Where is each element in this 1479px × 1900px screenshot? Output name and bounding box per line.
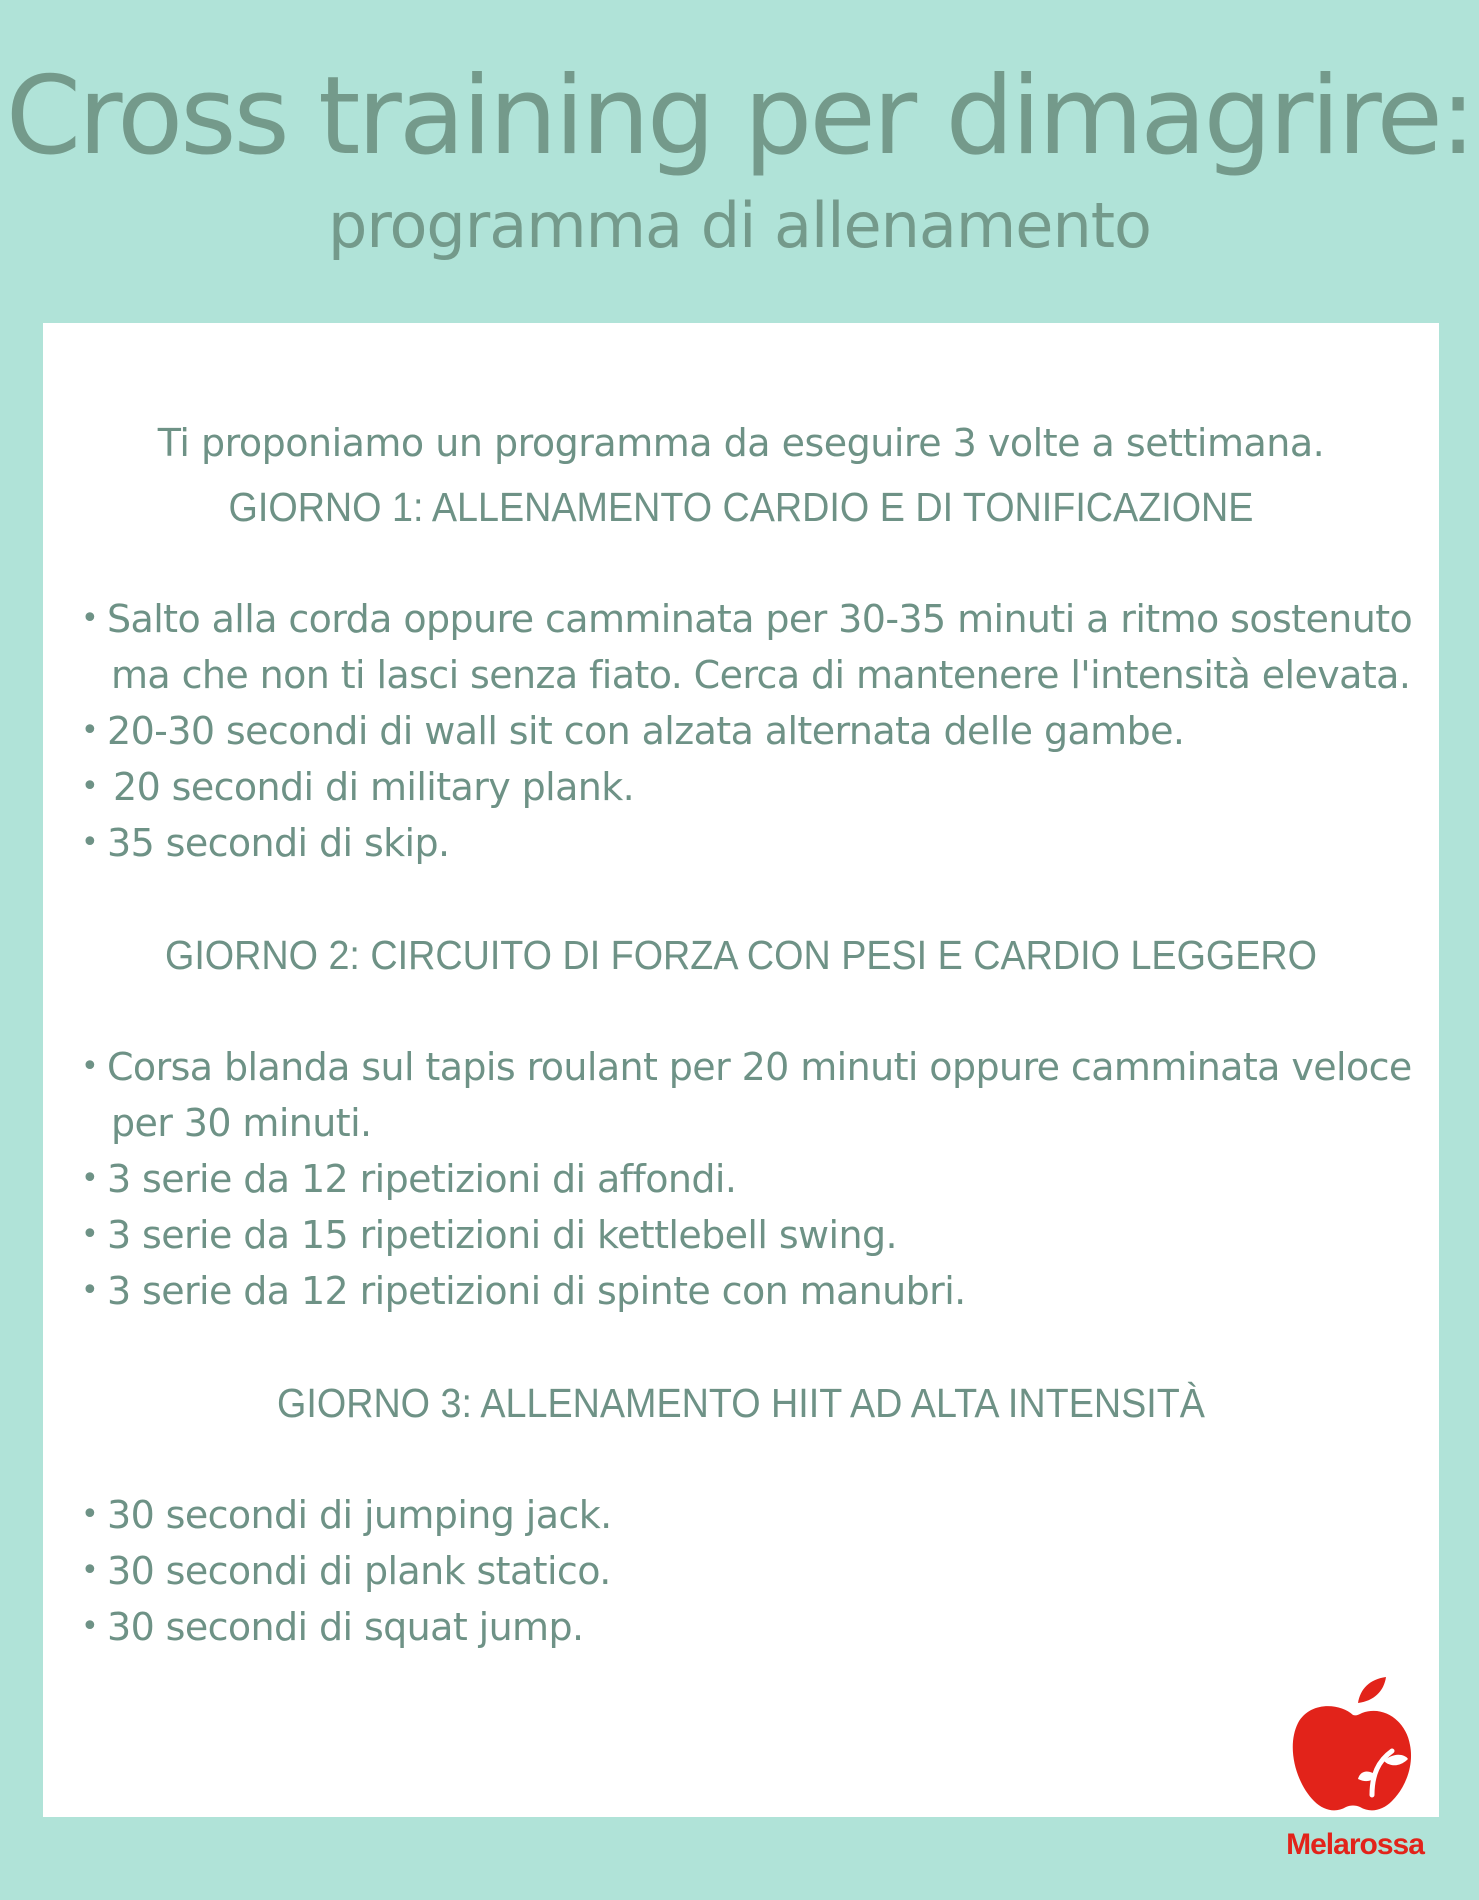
brand-logo [1255, 1675, 1455, 1875]
day-2-heading: GIORNO 2: CIRCUITO DI FORZA CON PESI E CARDIO LEGGERO [164, 932, 1318, 978]
list-item-text: 3 serie da 12 ripetizioni di affondi. [107, 1157, 737, 1201]
page-title: Cross training per dimagrire: [5, 54, 1474, 179]
list-item-text: Corsa blanda sul tapis roulant per 20 minuti oppure camminata veloce [107, 1045, 1412, 1089]
list-item [81, 703, 1439, 759]
day-3-list [43, 1487, 1439, 1655]
list-item [81, 815, 1439, 871]
list-item [81, 1039, 1439, 1151]
list-item [81, 1543, 1439, 1599]
list-item-continuation: ma che non ti lasci senza fiato. Cerca di mantenere l'intensità elevata. [111, 653, 1411, 697]
list-item [81, 1263, 1439, 1319]
intro-text: Ti proponiamo un programma da eseguire 3 volte a settimana. [157, 421, 1325, 465]
list-item [81, 1599, 1439, 1655]
list-item-text: 30 secondi di plank statico. [107, 1549, 611, 1593]
list-item [81, 759, 1439, 815]
brand-name: Melarossa [1286, 1828, 1424, 1861]
list-item [81, 1487, 1439, 1543]
list-item-text: 30 secondi di squat jump. [107, 1605, 584, 1649]
list-item-text: 20-30 secondi di wall sit con alzata alternata delle gambe. [107, 709, 1185, 753]
day-3-heading: GIORNO 3: ALLENAMENTO HIIT AD ALTA INTENSITÀ [277, 1380, 1205, 1426]
day-2-section [43, 927, 1439, 1319]
list-item-text: 3 serie da 15 ripetizioni di kettlebell swing. [107, 1213, 897, 1257]
program-card [43, 323, 1439, 1817]
list-item-text: Salto alla corda oppure camminata per 30-35 minuti a ritmo sostenuto [107, 597, 1413, 641]
day-1-heading: GIORNO 1: ALLENAMENTO CARDIO E DI TONIFICAZIONE [228, 484, 1254, 530]
day-1-section [43, 479, 1439, 871]
day-3-section [43, 1375, 1439, 1655]
page-subtitle: programma di allenamento [328, 189, 1151, 262]
list-item-text: 3 serie da 12 ripetizioni di spinte con manubri. [107, 1269, 966, 1313]
list-item [81, 1207, 1439, 1263]
list-item-text: 35 secondi di skip. [107, 821, 450, 865]
list-item-text: 30 secondi di jumping jack. [107, 1493, 612, 1537]
day-1-list [43, 591, 1439, 871]
list-item-continuation: per 30 minuti. [111, 1101, 372, 1145]
list-item-text: 20 secondi di military plank. [113, 765, 635, 809]
apple-logo-icon [1288, 1675, 1418, 1815]
list-item [81, 1151, 1439, 1207]
day-2-list [43, 1039, 1439, 1319]
list-item [81, 591, 1439, 703]
